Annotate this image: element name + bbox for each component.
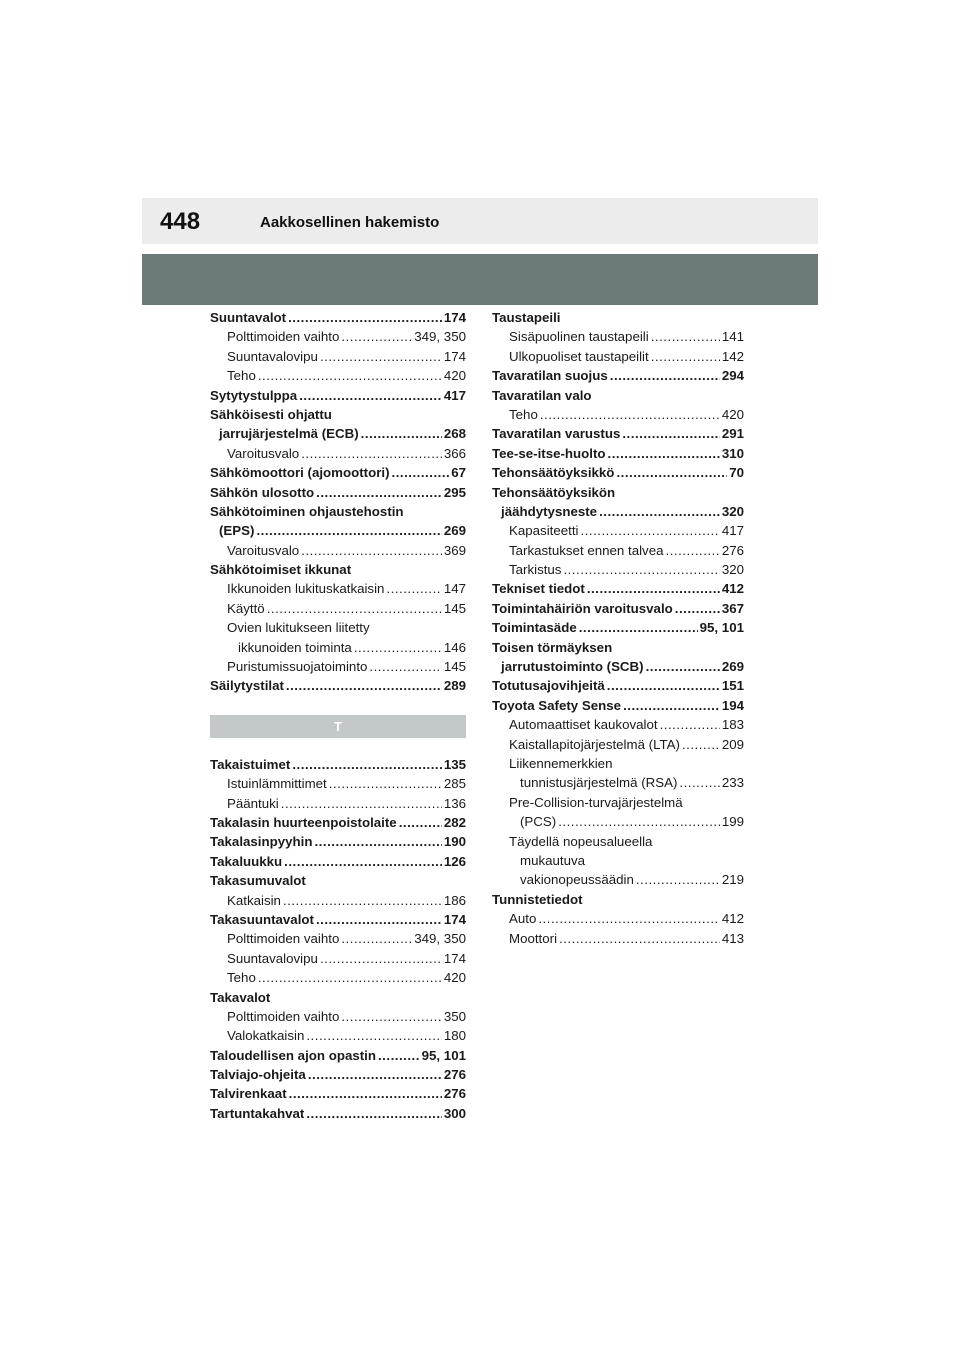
entry-term: Tehonsäätöyksikkö bbox=[492, 465, 615, 481]
dot-leader bbox=[599, 502, 720, 521]
entry-page-ref: 285 bbox=[443, 776, 466, 792]
entry-term: Sytytystulppa bbox=[210, 387, 298, 403]
entry-term: Sähkötoiminen ohjaustehostin bbox=[210, 503, 404, 519]
dot-leader bbox=[281, 794, 442, 813]
index-entry bbox=[492, 696, 744, 715]
dot-leader bbox=[288, 308, 442, 327]
index-entry bbox=[210, 638, 466, 657]
index-entry bbox=[210, 988, 466, 1007]
index-entry bbox=[210, 327, 466, 346]
index-entry bbox=[492, 618, 744, 637]
entry-term: Moottori bbox=[509, 930, 558, 946]
index-entry bbox=[492, 793, 744, 812]
dot-leader bbox=[682, 735, 720, 754]
entry-page-ref: 300 bbox=[443, 1105, 466, 1121]
entry-term: Tavaratilan varustus bbox=[492, 426, 621, 442]
index-entry bbox=[492, 521, 744, 540]
entry-term: Varoitusvalo bbox=[227, 445, 300, 461]
index-entry bbox=[210, 871, 466, 890]
index-entry bbox=[210, 1065, 466, 1084]
index-entry bbox=[210, 1084, 466, 1103]
entry-term: Takaistuimet bbox=[210, 756, 291, 772]
index-entry bbox=[210, 1026, 466, 1045]
entry-term: Täydellä nopeusalueella bbox=[509, 833, 653, 849]
index-entry bbox=[492, 483, 744, 502]
entry-page-ref: 413 bbox=[721, 930, 744, 946]
entry-page-ref: 174 bbox=[443, 310, 466, 325]
entry-term: Suuntavalot bbox=[210, 310, 287, 325]
dot-leader bbox=[267, 599, 442, 618]
dot-leader bbox=[361, 424, 442, 443]
index-entry bbox=[210, 521, 466, 540]
entry-page-ref: 295 bbox=[443, 484, 466, 500]
chapter-title: Aakkosellinen hakemisto bbox=[260, 214, 440, 231]
entry-term: Sähkötoimiset ikkunat bbox=[210, 562, 352, 578]
index-entry bbox=[492, 386, 744, 405]
entry-term: Puristumissuojatoiminto bbox=[227, 659, 368, 675]
entry-term: Auto bbox=[509, 911, 537, 927]
index-entry bbox=[492, 851, 744, 870]
index-entry bbox=[492, 909, 744, 928]
entry-page-ref: 186 bbox=[443, 892, 466, 908]
entry-page-ref: 147 bbox=[443, 581, 466, 597]
entry-term: Kapasiteetti bbox=[509, 523, 579, 539]
entry-page-ref: 417 bbox=[721, 523, 744, 539]
entry-page-ref: 349, 350 bbox=[414, 931, 466, 947]
entry-page-ref: 420 bbox=[443, 970, 466, 986]
index-entry bbox=[492, 735, 744, 754]
dot-leader bbox=[580, 521, 719, 540]
entry-term: Takasuuntavalot bbox=[210, 911, 314, 927]
index-entry bbox=[492, 366, 744, 385]
entry-page-ref: 136 bbox=[443, 795, 466, 811]
dot-leader bbox=[314, 832, 441, 851]
dot-leader bbox=[301, 541, 442, 560]
dot-leader bbox=[341, 327, 412, 346]
dot-leader bbox=[538, 909, 719, 928]
dot-leader bbox=[623, 696, 720, 715]
index-group-t-continued bbox=[492, 308, 744, 948]
entry-term: jäähdytysneste bbox=[501, 503, 598, 519]
entry-page-ref: 412 bbox=[721, 911, 744, 927]
index-entry bbox=[210, 463, 466, 482]
entry-page-ref: 289 bbox=[443, 678, 466, 694]
index-entry bbox=[210, 813, 466, 832]
entry-page-ref: 412 bbox=[721, 581, 744, 597]
entry-page-ref: 146 bbox=[443, 639, 466, 655]
entry-page-ref: 291 bbox=[721, 426, 744, 442]
index-entry bbox=[492, 405, 744, 424]
entry-term: Takalasin huurteenpoistolaite bbox=[210, 814, 397, 830]
index-entry bbox=[210, 794, 466, 813]
entry-term: Tekniset tiedot bbox=[492, 581, 585, 597]
index-entry bbox=[492, 676, 744, 695]
entry-term: Pre-Collision-turvajärjestelmä bbox=[509, 794, 683, 810]
dot-leader bbox=[299, 386, 442, 405]
dot-leader bbox=[289, 1084, 442, 1103]
entry-page-ref: 369 bbox=[443, 542, 466, 558]
dot-leader bbox=[607, 676, 720, 695]
entry-term: mukautuva bbox=[520, 852, 586, 868]
entry-page-ref: 174 bbox=[443, 950, 466, 966]
dot-leader bbox=[341, 929, 412, 948]
entry-page-ref: 420 bbox=[721, 406, 744, 422]
entry-page-ref: 145 bbox=[443, 600, 466, 616]
entry-page-ref: 199 bbox=[721, 814, 744, 830]
index-entry bbox=[492, 560, 744, 579]
index-entry bbox=[492, 890, 744, 909]
index-entry bbox=[492, 579, 744, 598]
entry-term: ikkunoiden toiminta bbox=[238, 639, 352, 655]
entry-term: Takaluukku bbox=[210, 853, 283, 869]
index-entry bbox=[210, 560, 466, 579]
index-group-s bbox=[210, 308, 466, 696]
dot-leader bbox=[386, 579, 441, 598]
entry-term: Sähkömoottori (ajomoottori) bbox=[210, 465, 390, 481]
entry-term: Talvirenkaat bbox=[210, 1086, 287, 1102]
dot-leader bbox=[608, 444, 720, 463]
index-entry bbox=[492, 812, 744, 831]
entry-page-ref: 282 bbox=[443, 814, 466, 830]
index-entry bbox=[210, 949, 466, 968]
entry-page-ref: 95, 101 bbox=[699, 620, 744, 636]
index-entry bbox=[210, 386, 466, 405]
entry-page-ref: 269 bbox=[721, 659, 744, 675]
entry-page-ref: 349, 350 bbox=[414, 329, 466, 345]
entry-page-ref: 190 bbox=[443, 834, 466, 850]
index-entry bbox=[492, 929, 744, 948]
dot-leader bbox=[320, 347, 442, 366]
index-entry bbox=[210, 891, 466, 910]
index-entry bbox=[492, 715, 744, 734]
index-entry bbox=[210, 755, 466, 774]
index-entry bbox=[210, 1046, 466, 1065]
entry-term: Säilytystilat bbox=[210, 678, 284, 694]
index-entry bbox=[210, 599, 466, 618]
dot-leader bbox=[369, 657, 441, 676]
dot-leader bbox=[587, 579, 720, 598]
entry-page-ref: 209 bbox=[721, 736, 744, 752]
page-number: 448 bbox=[160, 208, 201, 235]
entry-page-ref: 145 bbox=[443, 659, 466, 675]
page-header bbox=[142, 198, 818, 244]
index-entry bbox=[492, 463, 744, 482]
dot-leader bbox=[616, 463, 727, 482]
entry-term: Toimintasäde bbox=[492, 620, 577, 636]
index-entry bbox=[492, 327, 744, 346]
index-entry bbox=[492, 657, 744, 676]
entry-page-ref: 70 bbox=[729, 465, 744, 481]
entry-term: Takasumuvalot bbox=[210, 873, 306, 889]
entry-term: Tehonsäätöyksikön bbox=[492, 484, 616, 500]
dot-leader bbox=[341, 1007, 441, 1026]
entry-term: vakionopeussäädin bbox=[520, 872, 634, 888]
header-band bbox=[142, 254, 818, 305]
dot-leader bbox=[399, 813, 442, 832]
entry-term: Tavaratilan suojus bbox=[492, 368, 608, 384]
entry-page-ref: 183 bbox=[721, 717, 744, 733]
entry-term: Toimintahäiriön varoitusvalo bbox=[492, 600, 673, 616]
index-entry bbox=[210, 405, 466, 424]
dot-leader bbox=[329, 774, 442, 793]
index-entry bbox=[210, 483, 466, 502]
index-entry bbox=[210, 347, 466, 366]
dot-leader bbox=[666, 541, 720, 560]
dot-leader bbox=[660, 715, 720, 734]
entry-term: Liikennemerkkien bbox=[509, 755, 613, 771]
dot-leader bbox=[610, 366, 720, 385]
index-entry bbox=[492, 773, 744, 792]
dot-leader bbox=[646, 657, 720, 676]
entry-term: Sähköisesti ohjattu bbox=[210, 406, 332, 422]
index-entry bbox=[492, 424, 744, 443]
index-entry bbox=[210, 444, 466, 463]
entry-page-ref: 320 bbox=[721, 562, 744, 578]
entry-page-ref: 142 bbox=[721, 348, 744, 364]
entry-page-ref: 350 bbox=[443, 1008, 466, 1024]
entry-term: Tee-se-itse-huolto bbox=[492, 445, 606, 461]
index-group-t bbox=[210, 755, 466, 1123]
entry-page-ref: 233 bbox=[721, 775, 744, 791]
index-entry bbox=[210, 502, 466, 521]
index-entry bbox=[210, 541, 466, 560]
dot-leader bbox=[651, 347, 720, 366]
entry-term: Pääntuki bbox=[227, 795, 279, 811]
index-entry bbox=[492, 444, 744, 463]
dot-leader bbox=[284, 852, 442, 871]
dot-leader bbox=[378, 1046, 420, 1065]
dot-leader bbox=[563, 560, 719, 579]
entry-page-ref: 276 bbox=[443, 1086, 466, 1102]
dot-leader bbox=[286, 676, 442, 695]
index-entry bbox=[210, 579, 466, 598]
index-entry bbox=[210, 308, 466, 327]
index-entry bbox=[492, 308, 744, 327]
entry-page-ref: 268 bbox=[443, 426, 466, 442]
entry-term: Sähkön ulosotto bbox=[210, 484, 315, 500]
index-column-left bbox=[210, 308, 466, 1123]
entry-page-ref: 276 bbox=[721, 542, 744, 558]
entry-term: (PCS) bbox=[520, 814, 557, 830]
index-entry bbox=[492, 870, 744, 889]
entry-term: Takavalot bbox=[210, 989, 271, 1005]
entry-page-ref: 141 bbox=[721, 329, 744, 345]
dot-leader bbox=[306, 1026, 441, 1045]
dot-leader bbox=[301, 444, 442, 463]
entry-term: jarrujärjestelmä (ECB) bbox=[219, 426, 359, 442]
entry-term: Talviajo-ohjeita bbox=[210, 1067, 306, 1083]
index-entry bbox=[210, 910, 466, 929]
entry-term: Ovien lukitukseen liitetty bbox=[227, 620, 370, 636]
entry-page-ref: 310 bbox=[721, 445, 744, 461]
dot-leader bbox=[316, 483, 442, 502]
index-entry bbox=[492, 599, 744, 618]
index-entry bbox=[210, 618, 466, 637]
entry-term: Suuntavalovipu bbox=[227, 348, 318, 364]
entry-page-ref: 180 bbox=[443, 1028, 466, 1044]
entry-term: tunnistusjärjestelmä (RSA) bbox=[520, 775, 678, 791]
index-entry bbox=[492, 502, 744, 521]
entry-term: Teho bbox=[509, 406, 538, 422]
entry-page-ref: 174 bbox=[443, 348, 466, 364]
index-entry bbox=[210, 774, 466, 793]
dot-leader bbox=[540, 405, 720, 424]
index-entry bbox=[210, 852, 466, 871]
entry-page-ref: 420 bbox=[443, 368, 466, 384]
index-entry bbox=[210, 657, 466, 676]
entry-term: Ulkopuoliset taustapeilit bbox=[509, 348, 649, 364]
entry-page-ref: 276 bbox=[443, 1067, 466, 1083]
dot-leader bbox=[292, 755, 442, 774]
entry-term: Tavaratilan valo bbox=[492, 387, 592, 403]
index-entry bbox=[492, 347, 744, 366]
entry-page-ref: 126 bbox=[443, 853, 466, 869]
entry-page-ref: 366 bbox=[443, 445, 466, 461]
entry-page-ref: 194 bbox=[721, 697, 744, 713]
index-entry bbox=[492, 754, 744, 773]
index-entry bbox=[210, 366, 466, 385]
index-entry bbox=[492, 541, 744, 560]
entry-term: Kaistallapitojärjestelmä (LTA) bbox=[509, 736, 680, 752]
entry-page-ref: 269 bbox=[443, 523, 466, 539]
index-entry bbox=[210, 832, 466, 851]
entry-term: Varoitusvalo bbox=[227, 542, 300, 558]
dot-leader bbox=[256, 521, 441, 540]
dot-leader bbox=[559, 929, 720, 948]
entry-term: Taloudellisen ajon opastin bbox=[210, 1047, 376, 1063]
index-entry bbox=[210, 1007, 466, 1026]
entry-page-ref: 320 bbox=[721, 503, 744, 519]
dot-leader bbox=[354, 638, 442, 657]
dot-leader bbox=[675, 599, 720, 618]
dot-leader bbox=[283, 891, 442, 910]
index-entry bbox=[492, 638, 744, 657]
entry-term: Tarkistus bbox=[509, 562, 562, 578]
dot-leader bbox=[651, 327, 720, 346]
entry-term: Polttimoiden vaihto bbox=[227, 1008, 340, 1024]
entry-term: Teho bbox=[227, 368, 256, 384]
entry-term: jarrutustoiminto (SCB) bbox=[501, 659, 644, 675]
entry-term: (EPS) bbox=[219, 523, 255, 539]
entry-page-ref: 95, 101 bbox=[421, 1047, 466, 1063]
entry-term: Istuinlämmittimet bbox=[227, 776, 327, 792]
entry-term: Toisen törmäyksen bbox=[492, 639, 613, 655]
entry-term: Valokatkaisin bbox=[227, 1028, 305, 1044]
entry-term: Taustapeili bbox=[492, 310, 561, 325]
entry-term: Totutusajovihjeitä bbox=[492, 678, 605, 694]
dot-leader bbox=[308, 1065, 442, 1084]
entry-term: Polttimoiden vaihto bbox=[227, 931, 340, 947]
entry-page-ref: 135 bbox=[443, 756, 466, 772]
dot-leader bbox=[636, 870, 720, 889]
entry-page-ref: 219 bbox=[721, 872, 744, 888]
index-entry bbox=[210, 676, 466, 695]
entry-term: Sisäpuolinen taustapeili bbox=[509, 329, 649, 345]
entry-term: Tunnistetiedot bbox=[492, 891, 583, 907]
dot-leader bbox=[579, 618, 698, 637]
entry-term: Tartuntakahvat bbox=[210, 1105, 305, 1121]
dot-leader bbox=[316, 910, 442, 929]
index-entry bbox=[210, 929, 466, 948]
index-entry bbox=[492, 832, 744, 851]
dot-leader bbox=[258, 366, 442, 385]
entry-term: Tarkastukset ennen talvea bbox=[509, 542, 664, 558]
entry-term: Teho bbox=[227, 970, 256, 986]
entry-page-ref: 67 bbox=[451, 465, 466, 481]
entry-term: Polttimoiden vaihto bbox=[227, 329, 340, 345]
entry-page-ref: 417 bbox=[443, 387, 466, 403]
entry-page-ref: 151 bbox=[721, 678, 744, 694]
entry-term: Automaattiset kaukovalot bbox=[509, 717, 658, 733]
entry-page-ref: 174 bbox=[443, 911, 466, 927]
entry-term: Käyttö bbox=[227, 600, 265, 616]
index-entry bbox=[210, 1104, 466, 1123]
entry-term: Katkaisin bbox=[227, 892, 281, 908]
index-column-right bbox=[492, 308, 744, 948]
section-header-t: T bbox=[210, 715, 466, 738]
dot-leader bbox=[392, 463, 450, 482]
index-entry bbox=[210, 968, 466, 987]
dot-leader bbox=[320, 949, 442, 968]
dot-leader bbox=[679, 773, 719, 792]
entry-term: Suuntavalovipu bbox=[227, 950, 318, 966]
index-entry bbox=[210, 424, 466, 443]
entry-page-ref: 367 bbox=[721, 600, 744, 616]
dot-leader bbox=[306, 1104, 441, 1123]
entry-page-ref: 294 bbox=[721, 368, 744, 384]
dot-leader bbox=[622, 424, 719, 443]
dot-leader bbox=[258, 968, 442, 987]
entry-term: Takalasinpyyhin bbox=[210, 834, 313, 850]
entry-term: Ikkunoiden lukituskatkaisin bbox=[227, 581, 385, 597]
entry-term: Toyota Safety Sense bbox=[492, 697, 622, 713]
dot-leader bbox=[558, 812, 720, 831]
